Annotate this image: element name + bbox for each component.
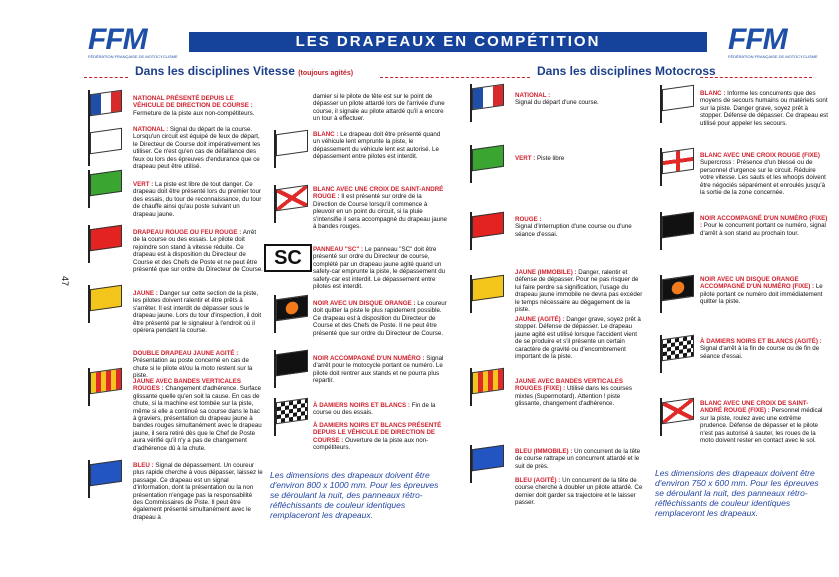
flag-entry: NATIONAL : Signal du départ d'une course. xyxy=(515,92,599,107)
flag-entry: VERT : La piste est libre de tout danger. Ce drapeau doit être présenté lors du premier tour des essais, du tour de reconnaissance, du tour de chauffe ainsi qu'au poste suivant un drapeau jaune. xyxy=(133,181,262,218)
flag-entry: JAUNE (AGITÉ) : Danger grave, soyez prêt à stopper. Défense de dépasser. Le drapeau jaune agité est utilisé lorsque l'accident vient de se produire et s'il présente un certain caractère de gravité ou d'encombrement important de la piste. xyxy=(515,316,641,361)
flag-entry: BLANC : Le drapeau doit être présenté quand un véhicule lent emprunte la piste, le dépassement du véhicule lent est autorisé. Le dépassement entre pilotes est interdit. xyxy=(313,131,441,161)
logo-text: FFM xyxy=(728,23,787,56)
flag-entry: JAUNE AVEC BANDES VERTICALES ROUGES : Changement d'adhérence. Surface glissante quelle qu'en soit la cause. En cas de chute, si la machine est tombée sur la piste, même si elle a continué sa course dans le bac à graviers, présentation du drapeau jaune à bandes rouges simultanément avec le drapeau jaune, il sera retiré dès que le Chef de Poste aura vérifié qu'il n'y a pas de changement d'adhérence dû à la chute. xyxy=(133,378,262,452)
divider xyxy=(380,77,530,78)
page-title: LES DRAPEAUX EN COMPÉTITION xyxy=(189,32,707,52)
motocross-section-title xyxy=(537,64,716,78)
motocross-title: Dans les disciplines Motocross xyxy=(537,64,716,78)
flag-entry: NOIR ACCOMPAGNÉ D'UN NUMÉRO (FIXE) : Pour le concurrent portant ce numéro, signal d'arrêt à son stand au prochain tour. xyxy=(700,215,828,237)
flag-entry: NOIR ACCOMPAGNÉ D'UN NUMÉRO : Signal d'arrêt pour le motocycle portant ce numéro. Le pilote doit rentrer aux stands et ne pourra plus repartir. xyxy=(313,355,444,385)
flag-entry: PANNEAU "SC" : Le panneau "SC" doit être présenté sur ordre du Directeur de course, complété par un drapeau jaune agité quand un safety-car emprunte la piste, le dépassement du safety-car est interdit. Le dépassement entre pilotes est interdit. xyxy=(313,246,446,291)
divider xyxy=(84,77,128,78)
flag-entry: DRAPEAU ROUGE OU FEU ROUGE : Arrêt de la course ou des essais. Le pilote doit rejoindre son stand à vitesse réduite. Ce drapeau est à disposition du Directeur de Course et des Chefs de Poste et ne peut être présenté que sur ordre du Directeur de Course. xyxy=(133,229,264,274)
flag-entry: JAUNE (IMMOBILE) : Danger, ralentir et défense de dépasser. Pour ne pas risquer de lui faire perdre sa signification, l'usage du drapeau jaune immobile ne devra pas excéder le temps nécessaire au dégagement de la piste. xyxy=(515,269,643,314)
flag-entry: NATIONAL PRÉSENTÉ DEPUIS LE VÉHICULE DE DIRECTION DE COURSE : Fermeture de la piste aux non-compétiteurs. xyxy=(133,95,255,117)
flag-entry: BLEU (AGITÉ) : Un concurrent de la tête de course cherche à doubler un pilote attardé. Ce dernier doit garder sa trajectoire et le laisser passer. xyxy=(515,477,643,507)
flag-entry: BLEU (IMMOBILE) : Un concurrent de la tête de course rattrape un concurrent attardé et le suit de près. xyxy=(515,448,641,470)
vitesse-dimensions-notice: Les dimensions des drapeaux doivent être d'environ 800 x 1000 mm. Pour les épreuves se déroulant la nuit, des panneaux rétro-réfléchissants de couleur identiques remplaceront les drapeaux. xyxy=(270,470,439,520)
logo-text: FFM xyxy=(88,23,147,56)
flag-entry: NOIR AVEC UN DISQUE ORANGE ACCOMPAGNÉ D'UN NUMÉRO (FIXE) : Le pilote portant ce numéro doit immédiatement quitter la piste. xyxy=(700,276,823,306)
flag-entry: DOUBLE DRAPEAU JAUNE AGITÉ : Présentation au poste concerné en cas de chute si le pilote et/ou la moto restent sur la piste. xyxy=(133,350,253,380)
flag-entry: À DAMIERS NOIRS ET BLANCS PRÉSENTÉ DEPUIS LE VÉHICULE DE DIRECTION DE COURSE : Ouverture de la piste aux non-compétiteurs. xyxy=(313,422,442,452)
sc-board: SC xyxy=(264,244,312,272)
vitesse-subtitle: (toujours agités) xyxy=(298,70,354,77)
flag-entry: JAUNE : Danger sur cette section de la piste, les pilotes doivent ralentir et être prêts à s'arrêter. Il est interdit de dépasser sous le drapeau jaune. Lors du tour d'inspection, il doit être présenté par le signaleur à l'endroit où il opérera pendant la course. xyxy=(133,290,262,335)
flag-entry: damier si le pilote de tête est sur le point de dépasser un pilote attardé lors de l'arrivée d'une course, il signale au pilote attardé qu'il a encore un tour à effectuer. xyxy=(313,93,445,123)
flag-entry: ROUGE : Signal d'interruption d'une course ou d'une séance d'essai. xyxy=(515,216,632,238)
flag-entry: JAUNE AVEC BANDES VERTICALES ROUGES (FIXE) : Utilisé dans les courses mixtes (Supermotard). Attention ! piste glissante, changement d'adhérence. xyxy=(515,378,632,408)
flag-entry: BLANC AVEC UNE CROIX DE SAINT-ANDRÉ ROUGE : Il est présenté sur ordre de la Direction de Course lorsqu'il commence à pleuvoir en un point du circuit, si la pluie s'intensifie il sera accompagné du drapeau jaune à bandes rouges. xyxy=(313,186,447,231)
flag-entry: BLANC : Informe les concurrents que des moyens de secours humains ou matériels sont sur la piste. Danger grave, soyez prêt à stopper. Défense de dépasser. Ce drapeau est utilisé pour appeler les secours. xyxy=(700,90,828,127)
divider xyxy=(700,77,812,78)
flag-entry: NATIONAL : Signal du départ de la course. Lorsqu'un circuit est équipé de feux de départ, le Directeur de Course doit impérativement les utiliser. Ce n'est qu'en cas de défaillance des feux ou lors des épreuves d'endurance que ce drapeau peut être utilisé. xyxy=(133,126,261,171)
ffm-logo-right xyxy=(728,23,818,59)
logo-subtitle: FÉDÉRATION FRANÇAISE DE MOTOCYCLISME xyxy=(88,54,178,59)
flag-entry: BLEU : Signal de dépassement. Un coureur plus rapide cherche à vous dépasser, laissez le passage. Ce drapeau est un signal d'information, dont la présentation ou la non présentation n'engage pas la responsabilité des Commissaires de Piste. Il peut être également présenté simultanément avec le drapeau à xyxy=(133,462,263,521)
flag-entry: VERT : Piste libre xyxy=(515,155,565,162)
logo-subtitle: FÉDÉRATION FRANÇAISE DE MOTOCYCLISME xyxy=(728,54,818,59)
vitesse-section-title xyxy=(135,64,353,78)
motocross-dimensions-notice: Les dimensions des drapeaux doivent être d'environ 750 x 600 mm. Pour les épreuves se déroulant la nuit, des panneaux rétro-réfléchissants de couleur identiques remplaceront les drapeaux. xyxy=(655,468,819,518)
flag-entry: BLANC AVEC UNE CROIX ROUGE (FIXE) Supercross : Présence d'un blessé ou de personnel d'urgence sur le circuit. Réduire votre vitesse. Les sauts et les whoops doivent être négociés séparément et enroulés jusqu'à la sortie de la zone concernée. xyxy=(700,152,826,197)
flag-entry: À DAMIERS NOIRS ET BLANCS (AGITÉ) : Signal d'arrêt à la fin de course ou de fin de séance d'essai. xyxy=(700,338,822,360)
page-number: 47 xyxy=(60,275,71,287)
ffm-logo-left xyxy=(88,23,178,59)
vitesse-title: Dans les disciplines Vitesse xyxy=(135,64,295,78)
flag-entry: À DAMIERS NOIRS ET BLANCS : Fin de la course ou des essais. xyxy=(313,402,436,417)
flag-entry: NOIR AVEC UN DISQUE ORANGE : Le coureur doit quitter la piste le plus rapidement possible. Ce drapeau est à disposition du Directeur de Course et des Chefs de Poste. Il ne peut être présenté que sur ordre du Directeur de Course. xyxy=(313,300,447,337)
flag-entry: BLANC AVEC UNE CROIX DE SAINT-ANDRÉ ROUGE (FIXE) : Personnel médical sur la piste, roulez avec une extrême prudence. Défense de dépasser et le pilote n'est pas autorisé à sauter, les roues de la moto doivent rester en contact avec le sol. xyxy=(700,400,823,445)
